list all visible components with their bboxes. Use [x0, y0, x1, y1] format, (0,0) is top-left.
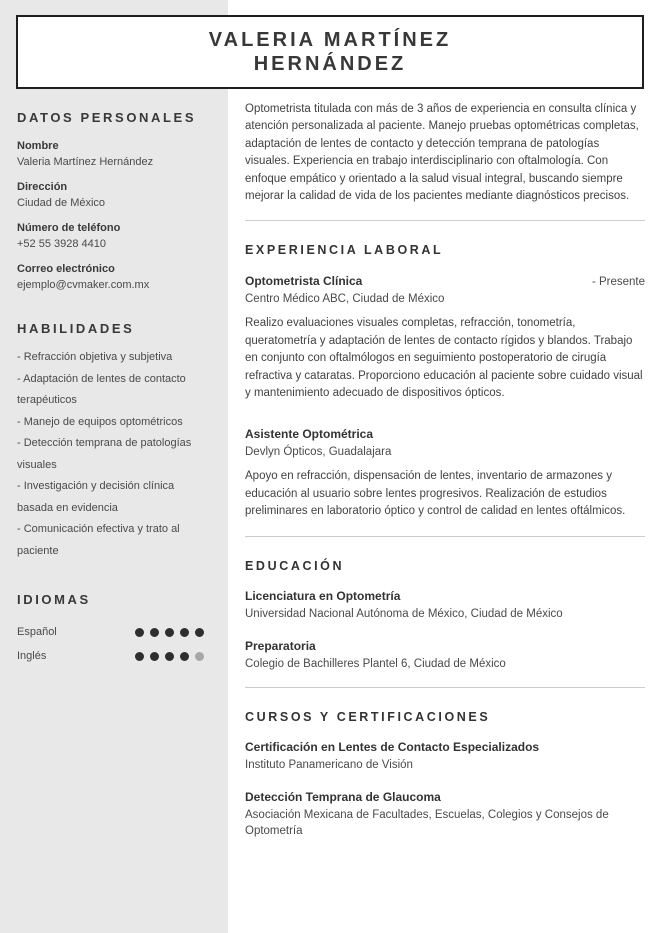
course-title: Certificación en Lentes de Contacto Especializados	[245, 739, 540, 754]
job-title: Asistente Optométrica	[245, 427, 374, 442]
experience-title-row	[245, 426, 645, 442]
skill-item: - Adaptación de lentes de contacto terapéuticos	[17, 372, 186, 406]
job-title: Optometrista Clínica	[245, 274, 363, 289]
field-label: Nombre	[17, 140, 59, 152]
education-entry	[245, 588, 645, 622]
field-label: Número de teléfono	[17, 222, 121, 234]
skills-heading: HABILIDADES	[17, 321, 135, 336]
experience-list	[245, 273, 645, 520]
education-heading: EDUCACIÓN	[245, 558, 345, 573]
skills-list	[17, 347, 204, 562]
level-dot-filled	[165, 628, 174, 637]
divider-courses	[245, 687, 645, 688]
language-row	[17, 620, 204, 644]
field-label: Correo electrónico	[17, 263, 115, 275]
courses-list	[245, 739, 645, 839]
education-section	[245, 559, 645, 672]
field-value: ejemplo@cvmaker.com.mx	[17, 279, 150, 291]
languages-heading: IDIOMAS	[17, 592, 91, 607]
job-date: - Presente	[591, 276, 645, 289]
level-dot-filled	[135, 628, 144, 637]
job-employer: Devlyn Ópticos, Guadalajara	[245, 446, 392, 459]
language-name: Inglés	[17, 650, 47, 662]
education-title: Licenciatura en Optometría	[245, 588, 401, 603]
field-value: +52 55 3928 4410	[17, 238, 107, 250]
name-line-1: VALERIA MARTÍNEZ	[208, 29, 452, 51]
personal-field	[17, 138, 204, 170]
course-entry	[245, 739, 645, 773]
level-dot-filled	[195, 628, 204, 637]
field-value: Valeria Martínez Hernández	[17, 156, 154, 168]
courses-section	[245, 710, 645, 839]
education-list	[245, 588, 645, 672]
level-dot-filled	[135, 652, 144, 661]
level-dot-empty	[195, 652, 204, 661]
languages-section	[17, 592, 204, 668]
personal-field	[17, 220, 204, 252]
job-description: Realizo evaluaciones visuales completas, refracción, tonometría, queratometría y adaptación de lentes de contacto rígidos y blandos. Trabajo en conjunto con oftalmólogos en seguimiento postoperatorio de cirugía refractiva y cataratas. Proporciono educación al paciente sobre cuidado visual y mantenimiento adecuado de dispositivos ópticos.	[245, 317, 643, 400]
job-description: Apoyo en refracción, dispensación de lentes, inventario de armazones y educación al usuario sobre lentes progresivos. Realización de estudios preliminares en laboratorio óptico y control de calidad en lentes oftálmicos.	[245, 470, 626, 518]
personal-data-heading: DATOS PERSONALES	[17, 110, 197, 125]
divider-experience	[245, 220, 645, 221]
name-line-2: HERNÁNDEZ	[253, 53, 407, 75]
experience-section	[245, 243, 645, 520]
job-employer: Centro Médico ABC, Ciudad de México	[245, 293, 445, 306]
sidebar	[0, 0, 228, 933]
personal-field	[17, 261, 204, 293]
skill-item: - Investigación y decisión clínica basada en evidencia	[17, 480, 175, 514]
course-institution: Instituto Panamericano de Visión	[245, 758, 413, 771]
field-value: Ciudad de México	[17, 197, 106, 209]
level-dot-filled	[150, 652, 159, 661]
personal-field	[17, 179, 204, 211]
skill-item: - Refracción objetiva y subjetiva	[17, 351, 173, 363]
education-institution: Colegio de Bachilleres Plantel 6, Ciudad de México	[245, 657, 506, 670]
skill-item: - Comunicación efectiva y trato al paciente	[17, 523, 180, 557]
education-institution: Universidad Nacional Autónoma de México, Ciudad de México	[245, 607, 563, 620]
language-name: Español	[17, 626, 57, 638]
education-entry	[245, 638, 645, 672]
level-dot-filled	[180, 628, 189, 637]
experience-heading: EXPERIENCIA LABORAL	[245, 243, 444, 258]
skills-section	[17, 321, 204, 562]
languages-list	[17, 620, 204, 668]
level-dot-filled	[180, 652, 189, 661]
course-entry	[245, 789, 645, 839]
level-dot-filled	[150, 628, 159, 637]
personal-fields	[17, 138, 204, 293]
skill-item: - Manejo de equipos optométricos	[17, 415, 183, 428]
field-label: Dirección	[17, 181, 68, 193]
education-title: Preparatoria	[245, 638, 316, 653]
skill-item: - Detección temprana de patologías visuales	[17, 437, 192, 471]
language-level-dots	[135, 628, 204, 637]
main-content	[245, 101, 645, 839]
name-header	[16, 15, 644, 89]
courses-heading: CURSOS Y CERTIFICACIONES	[245, 709, 491, 724]
language-level-dots	[135, 652, 204, 661]
personal-data-section	[17, 110, 204, 293]
profile-summary: Optometrista titulada con más de 3 años de experiencia en consulta clínica y atención personalizada al paciente. Manejo pruebas optométricas completas, adaptación de lentes de contacto y detección temprana de patologías visuales. Experiencia en trabajo interdisciplinario con oftalmología. Con enfoque empático y orientado a la salud visual integral, buscando siempre mejorar la calidad de vida de los pacientes mediante diagnósticos precisos.	[245, 103, 639, 203]
level-dot-filled	[165, 652, 174, 661]
course-title: Detección Temprana de Glaucoma	[245, 789, 441, 804]
divider-education	[245, 536, 645, 537]
experience-title-row	[245, 273, 645, 289]
language-row	[17, 644, 204, 668]
course-institution: Asociación Mexicana de Facultades, Escuelas, Colegios y Consejos de Optometría	[245, 808, 609, 837]
experience-entry	[245, 273, 645, 402]
experience-entry	[245, 426, 645, 520]
